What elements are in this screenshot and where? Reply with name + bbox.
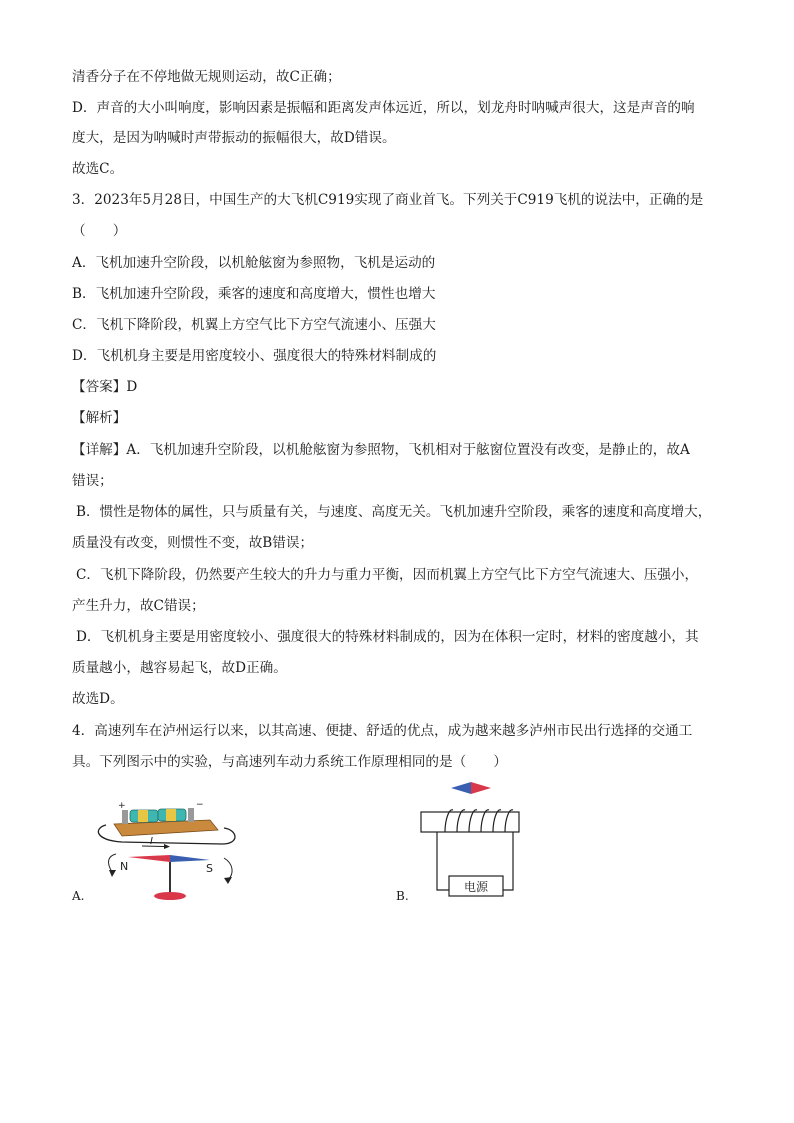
question-3-stem: 3．2023年5月28日，中国生产的大飞机C919实现了商业首飞。下列关于C919飞机的说法中，正确的是 <box>72 192 704 208</box>
power-source-label: 电源 <box>463 880 489 894</box>
rotation-arrow-left <box>109 854 116 872</box>
electromagnet-figure <box>415 780 525 898</box>
text-line: 故选C。 <box>72 161 124 177</box>
figure-a <box>92 800 252 905</box>
minus-label: − <box>196 800 204 810</box>
current-arrow-head <box>164 844 170 849</box>
rotation-arrow-right <box>224 858 232 880</box>
text-line: 故选D。 <box>72 691 124 707</box>
text-line: 【详解】A．飞机加速升空阶段，以机舱舷窗为参照物，飞机相对于舷窗位置没有改变，是静止的，故A <box>72 442 690 458</box>
rotation-arrow-right-head <box>224 877 232 884</box>
question-3-option-a: A．飞机加速升空阶段，以机舱舷窗为参照物，飞机是运动的 <box>72 255 436 271</box>
option-a-label: A. <box>72 889 85 903</box>
question-3-option-c: C．飞机下降阶段，机翼上方空气比下方空气流速小、压强大 <box>72 317 436 333</box>
figure-b <box>415 780 525 898</box>
wire-right <box>503 832 513 890</box>
needle-south-half <box>170 855 210 862</box>
question-3-bracket: （ ） <box>72 223 127 239</box>
text-line: B．惯性是物体的属性，只与质量有关，与速度、高度无关。飞机加速升空阶段，乘客的速度和高度增大， <box>76 504 712 520</box>
text-line: D．飞机机身主要是用密度较小、强度很大的特殊材料制成的，因为在体积一定时，材料的密度越小，其 <box>76 629 699 645</box>
answer-heading: 【答案】D <box>72 379 138 395</box>
text-line: 质量没有改变，则惯性不变，故B错误； <box>72 535 314 551</box>
wire-left <box>437 832 449 890</box>
text-line: 错误； <box>72 473 113 489</box>
compass-needle-red <box>471 782 491 794</box>
option-b-label: B. <box>396 889 409 903</box>
compass-needle-blue <box>451 782 471 794</box>
text-line: 产生升力，故C错误； <box>72 598 205 614</box>
text-line: 质量越小，越容易起飞，故D正确。 <box>72 660 287 676</box>
text-line: 度大，是因为呐喊时声带振动的振幅很大，故D错误。 <box>72 130 396 146</box>
battery-clip <box>122 810 128 824</box>
text-line: D．声音的大小叫响度，影响因素是振幅和距离发声体远近，所以，划龙舟时呐喊声很大，这是声音的响 <box>72 100 695 116</box>
wooden-board <box>114 820 218 836</box>
question-4-stem: 4．高速列车在泸州运行以来，以其高速、便捷、舒适的优点，成为越来越多泸州市民出行选择的交通工 <box>72 723 693 739</box>
current-label: I <box>150 836 153 847</box>
plus-label: + <box>118 801 126 811</box>
text-line: C．飞机下降阶段，仍然要产生较大的升力与重力平衡，因而机翼上方空气比下方空气流速大、压强小， <box>76 567 699 583</box>
needle-north-half <box>128 855 170 862</box>
question-3-option-d: D．飞机机身主要是用密度较小、强度很大的特殊材料制成的 <box>72 348 437 364</box>
text-line: 清香分子在不停地做无规则运动，故C正确； <box>72 69 341 85</box>
battery-band <box>166 809 176 821</box>
analysis-heading: 【解析】 <box>72 410 127 426</box>
question-4-stem-cont: 具。下列图示中的实验，与高速列车动力系统工作原理相同的是（ ） <box>72 754 507 770</box>
current-arrow <box>142 846 164 847</box>
south-label: S <box>206 862 213 875</box>
north-label: N <box>120 860 129 873</box>
battery-band <box>138 810 148 822</box>
oersted-experiment-figure <box>92 800 252 905</box>
question-3-option-b: B．飞机加速升空阶段，乘客的速度和高度增大，惯性也增大 <box>72 286 436 302</box>
needle-base <box>154 892 186 900</box>
battery-clip <box>188 808 194 822</box>
rotation-arrow-left-head <box>109 870 116 877</box>
